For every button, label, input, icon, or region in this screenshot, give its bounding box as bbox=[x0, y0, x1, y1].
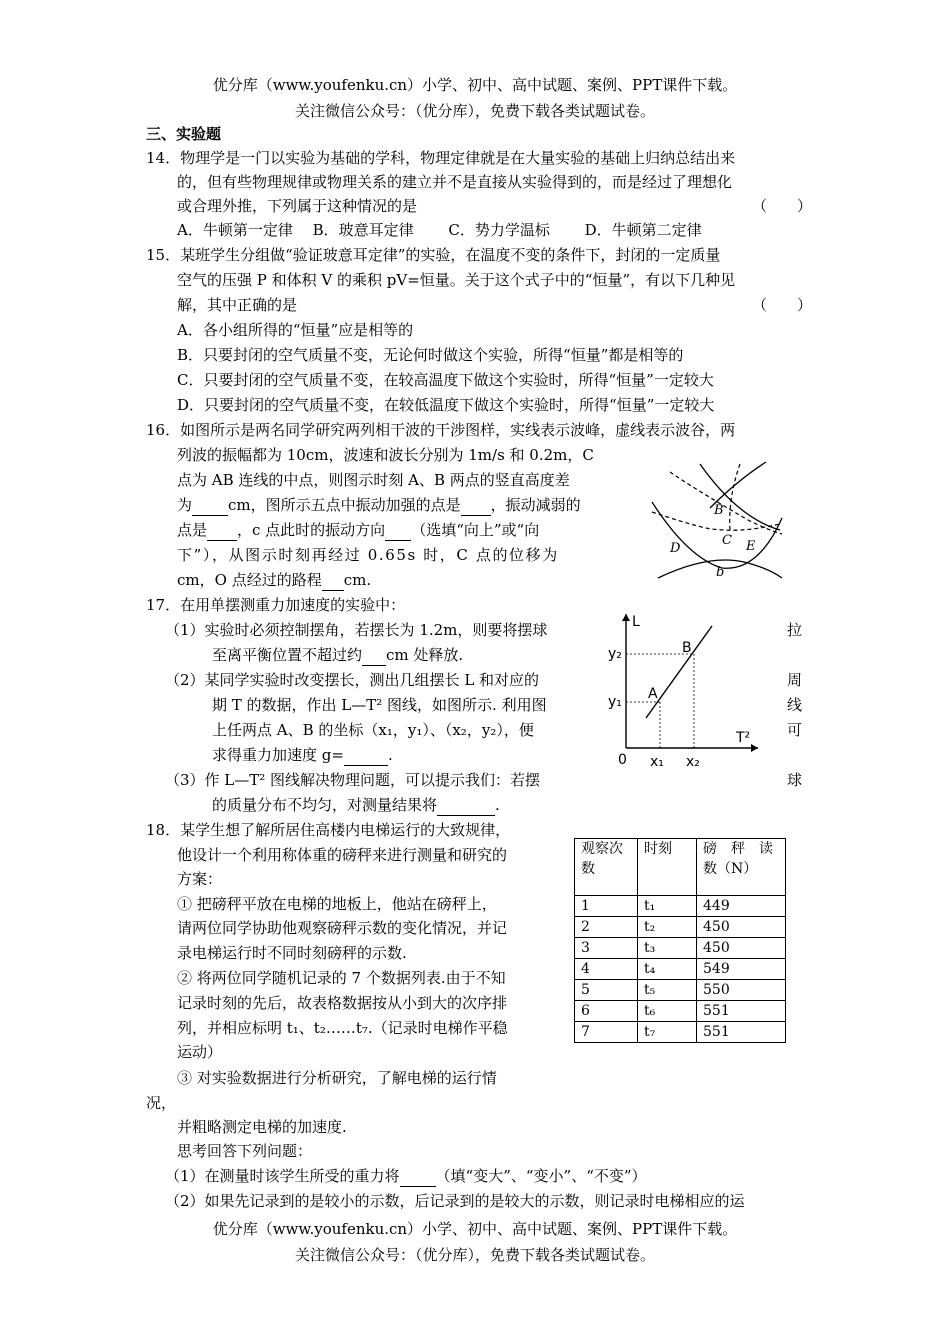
q14-line-2: 的，但有些物理规律或物理关系的建立并不是直接从实验得到的，而是经过了理想化 bbox=[177, 173, 733, 191]
q17-part2-line-1: （2）某同学实验时改变摆长，测出几组摆长 L 和对应的 bbox=[165, 671, 540, 689]
table-row: 7 t₇ 551 bbox=[575, 1022, 786, 1043]
q18-line-3: 方案： bbox=[177, 870, 223, 888]
point-a-label: A bbox=[648, 686, 658, 702]
q16-line-5: 点是 ，c 点此时的振动方向 （选填“向上”或“向 bbox=[177, 521, 540, 539]
q16-line-3: 点为 AB 连线的中点，则图示时刻 A、B 两点的竖直高度差 bbox=[177, 471, 570, 489]
y-axis-arrow bbox=[622, 614, 630, 621]
q18-line-10: 运动） bbox=[177, 1043, 223, 1061]
l-t2-graph bbox=[606, 606, 766, 774]
q18-line-9: 列，并相应标明 t₁、t₂……t₇.（记录时电梯作平稳 bbox=[177, 1019, 508, 1037]
crest-line bbox=[710, 462, 766, 508]
blank bbox=[344, 745, 388, 766]
q16-line-7: cm，O 点经过的路程 cm. bbox=[177, 571, 372, 589]
y2-label: y₂ bbox=[608, 646, 622, 662]
q14-answer-paren: （ ） bbox=[752, 197, 813, 215]
q18-line-13: 并粗略测定电梯的加速度. bbox=[177, 1118, 347, 1136]
q18-line-4: ① 把磅秤平放在电梯的地板上，他站在磅秤上， bbox=[177, 895, 497, 913]
table-row: 2 t₂ 450 bbox=[575, 917, 786, 938]
table-header-row bbox=[575, 839, 786, 896]
q18-line-11: ③ 对实验数据进行分析研究，了解电梯的运行情 bbox=[177, 1069, 497, 1087]
blank bbox=[207, 520, 237, 541]
q17-part2-line-3: 上任两点 A、B 的坐标（x₁，y₁）、（x₂，y₂），便 bbox=[212, 721, 534, 739]
point-e-label: E bbox=[746, 539, 756, 554]
q18-line-14: 思考回答下列问题： bbox=[177, 1142, 313, 1160]
q18-question-2: （2）如果先记录到的是较小的示数，后记录到的是较大的示数，则记录时电梯相应的运 bbox=[165, 1192, 745, 1210]
q15-option-d: D．只要封闭的空气质量不变，在较低温度下做这个实验时，所得“恒量”一定较大 bbox=[177, 396, 715, 414]
q15-option-c: C．只要封闭的空气质量不变，在较高温度下做这个实验时，所得“恒量”一定较大 bbox=[177, 371, 714, 389]
table-row: 6 t₆ 551 bbox=[575, 1001, 786, 1022]
y-axis-label: L bbox=[632, 614, 640, 630]
q18-question-1: （1）在测量时该学生所受的重力将 （填“变大”、“变小”、“不变”） bbox=[165, 1167, 647, 1185]
q17-title: 17．在用单摆测重力加速度的实验中： bbox=[146, 596, 406, 614]
blank bbox=[362, 645, 386, 666]
q15-option-a: A．各小组所得的“恒量”应是相等的 bbox=[177, 321, 414, 339]
blank bbox=[385, 520, 411, 541]
footer-line-1: 优分库（www.youfenku.cn）小学、初中、高中试题、案例、PPT课件下载。 bbox=[212, 1220, 738, 1238]
q14-line-1: 14．物理学是一门以实验为基础的学科，物理定律就是在大量实验的基础上归纳总结出来 bbox=[146, 149, 736, 167]
header-cell: 时刻 bbox=[638, 839, 697, 896]
q18-line-5: 请两位同学协助他观察磅秤示数的变化情况，并记 bbox=[177, 919, 508, 937]
q17-part3-right: 球 bbox=[787, 771, 803, 789]
q16-line-2: 列波的振幅都为 10cm，波速和波长分别为 1m/s 和 0.2m，C bbox=[177, 446, 594, 464]
q17-part1-line-2: 至离平衡位置不超过约 cm 处释放. bbox=[212, 646, 464, 664]
q17-part1-right: 拉 bbox=[787, 621, 803, 639]
q18-line-2: 他设计一个利用称体重的磅秤来进行测量和研究的 bbox=[177, 846, 508, 864]
point-b-label: B bbox=[682, 640, 692, 656]
blank bbox=[192, 495, 228, 516]
q18-line-8: 记录时刻的先后，故表格数据按从小到大的次序排 bbox=[177, 994, 508, 1012]
table-row: 1 t₁ 449 bbox=[575, 896, 786, 917]
header-line-2: 关注微信公众号：（优分库），免费下载各类试题试卷。 bbox=[294, 102, 655, 120]
fit-line bbox=[646, 626, 712, 718]
observation-table bbox=[574, 838, 786, 1043]
q16-line-1: 16．如图所示是两名同学研究两列相干波的干涉图样，实线表示波峰，虚线表示波谷，两 bbox=[146, 421, 736, 439]
point-o-label: b bbox=[716, 565, 725, 580]
q14-line-3: 或合理外推，下列属于这种情况的是 bbox=[177, 197, 418, 215]
blank bbox=[461, 495, 491, 516]
x1-label: x₁ bbox=[650, 754, 664, 770]
y1-label: y₁ bbox=[608, 694, 622, 710]
q16-line-6: 下”），从图示时刻再经过 0.65s 时，C 点的位移为 bbox=[177, 546, 559, 564]
q18-line-7: ② 将两位同学随机记录的 7 个数据列表.由于不知 bbox=[177, 969, 506, 987]
trough-line bbox=[730, 464, 740, 530]
header-cell: 磅 秤 读 数（N） bbox=[697, 839, 786, 896]
blank bbox=[437, 795, 495, 816]
crest-line bbox=[700, 464, 780, 530]
q15-line-1: 15．某班学生分组做“验证玻意耳定律”的实验，在温度不变的条件下，封闭的一定质量 bbox=[146, 246, 721, 264]
q16-line-4: 为 cm，图所示五点中振动加强的点是 ，振动减弱的 bbox=[177, 496, 581, 514]
interference-figure bbox=[648, 458, 786, 584]
q17-part3-line-2: 的质量分布不均匀，对测量结果将 . bbox=[212, 796, 500, 814]
q18-line-6: 录电梯运行时不同时刻磅秤的示数. bbox=[177, 944, 407, 962]
origin-label: 0 bbox=[618, 752, 627, 768]
x-axis-arrow bbox=[751, 744, 758, 752]
point-c-label: C bbox=[722, 533, 732, 548]
q15-answer-paren: （ ） bbox=[752, 296, 813, 314]
section-title: 三、实验题 bbox=[146, 125, 222, 143]
q17-part3-line-1: （3）作 L—T² 图线解决物理问题，可以提示我们：若摆 bbox=[165, 771, 541, 789]
blank bbox=[322, 570, 344, 591]
q17-part2-right-1: 周 bbox=[787, 671, 803, 689]
point-b-label: B bbox=[714, 503, 724, 518]
q15-line-3: 解，其中正确的是 bbox=[177, 296, 298, 314]
q18-line-1: 18．某学生想了解所居住高楼内电梯运行的大致规律， bbox=[146, 821, 511, 839]
q17-part2-line-4: 求得重力加速度 g= . bbox=[212, 746, 393, 764]
q17-part2-line-2: 期 T 的数据，作出 L—T² 图线，如图所示. 利用图 bbox=[212, 696, 547, 714]
point-d-label: D bbox=[670, 541, 681, 556]
x2-label: x₂ bbox=[686, 754, 700, 770]
q15-option-b: B．只要封闭的空气质量不变，无论何时做这个实验，所得“恒量”都是相等的 bbox=[177, 346, 684, 364]
table-row: 4 t₄ 549 bbox=[575, 959, 786, 980]
table-row: 3 t₃ 450 bbox=[575, 938, 786, 959]
blank bbox=[400, 1166, 436, 1187]
header-cell: 观察次数 bbox=[575, 839, 638, 896]
header-line-1: 优分库（www.youfenku.cn）小学、初中、高中试题、案例、PPT课件下载。 bbox=[212, 76, 738, 94]
q17-part1-line-1: （1）实验时必须控制摆角，若摆长为 1.2m，则要将摆球 bbox=[165, 621, 548, 639]
footer-line-2: 关注微信公众号：（优分库），免费下载各类试题试卷。 bbox=[294, 1246, 655, 1264]
x-axis-label: T² bbox=[736, 730, 751, 746]
q18-line-12: 况， bbox=[146, 1094, 177, 1112]
table-row: 5 t₅ 550 bbox=[575, 980, 786, 1001]
q15-line-2: 空气的压强 P 和体积 V 的乘积 pV=恒量。关于这个式子中的“恒量”，有以下几种见 bbox=[177, 271, 736, 289]
q17-part2-right-3: 可 bbox=[787, 721, 803, 739]
q14-options: A．牛顿第一定律 B．玻意耳定律 C．势力学温标 D．牛顿第二定律 bbox=[177, 221, 702, 239]
q17-part2-right-2: 线 bbox=[787, 696, 803, 714]
